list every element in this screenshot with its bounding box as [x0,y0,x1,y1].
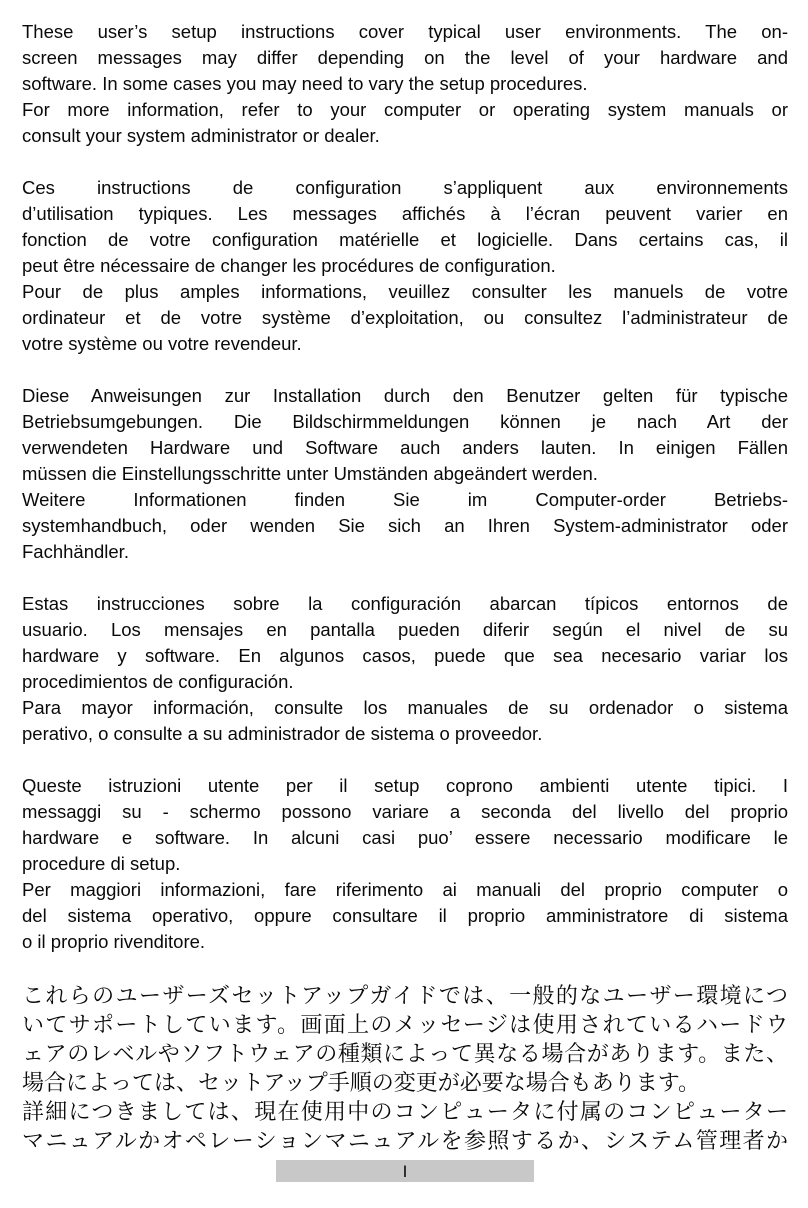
text-line: usuario. Los mensajes en pantalla pueden diferir según el nivel de su [22,619,788,640]
paragraph-spanish-1 [22,591,788,695]
text-line: peut être nécessaire de changer les procédures de configuration. [22,255,556,276]
text-line: Weitere Informationen finden Sie im Computer-order Betriebs- [22,489,788,510]
text-line: Pour de plus amples informations, veuillez consulter les manuels de votre [22,281,788,302]
section-italian [22,773,788,955]
page-footer [22,1160,788,1182]
text-line: procedure di setup. [22,853,181,874]
paragraph-spanish-2 [22,695,788,747]
paragraph-german-2 [22,487,788,565]
text-line: d’utilisation typiques. Les messages affichés à l’écran peuvent varier en [22,203,788,224]
paragraph-french-1 [22,175,788,279]
text-line: ordinateur et de votre système d’exploitation, ou consultez l’administrateur de [22,307,788,328]
text-line: o il proprio rivenditore. [22,931,206,952]
page-number: I [402,1162,408,1181]
text-line: verwendeten Hardware und Software auch anders lauten. In einigen Fällen [22,437,788,458]
text-line: hardware e software. In alcuni casi puo’ essere necessario modificare le [22,827,788,848]
text-line: These user’s setup instructions cover typical user environments. The on- [22,21,788,42]
text-line: consult your system administrator or dealer. [22,125,380,146]
text-line: messaggi su - schermo possono variare a seconda del livello del proprio [22,801,788,822]
text-line: del sistema operativo, oppure consultare il proprio amministratore di sistema [22,905,788,926]
text-line: Fachhändler. [22,541,129,562]
text-line: perativo, o consulte a su administrador de sistema o proveedor. [22,723,543,744]
text-line: Estas instrucciones sobre la configuración abarcan típicos entornos de [22,593,788,614]
text-line: systemhandbuch, oder wenden Sie sich an Ihren System-administrator oder [22,515,788,536]
paragraph-french-2 [22,279,788,357]
text-line: Ces instructions de configuration s’appliquent aux environnements [22,177,788,198]
text-line: müssen die Einstellungsschritte unter Umständen abgeändert werden. [22,463,598,484]
section-spanish [22,591,788,747]
text-line: 場合によっては、セットアップ手順の変更が必要な場合もあります。 [22,1070,701,1095]
text-line: 詳細につきましては、現在使用中のコンピュータに付属のコンピューター [22,1099,788,1124]
text-line: procedimientos de configuración. [22,671,294,692]
paragraph-italian-2 [22,877,788,955]
section-english [22,19,788,149]
paragraph-japanese-2 [22,1097,788,1155]
text-line: いてサポートしています。画面上のメッセージは使用されているハードウ [22,1012,788,1037]
section-french [22,175,788,357]
paragraph-german-1 [22,383,788,487]
text-line: software. In some cases you may need to vary the setup procedures. [22,73,588,94]
paragraph-english-2 [22,97,788,149]
paragraph-italian-1 [22,773,788,877]
text-line: fonction de votre configuration matérielle et logicielle. Dans certains cas, il [22,229,788,250]
text-line: これらのユーザーズセットアップガイドでは、一般的なユーザー環境につ [22,983,788,1008]
paragraph-japanese-1 [22,981,788,1097]
text-line: screen messages may differ depending on the level of your hardware and [22,47,788,68]
text-line: Queste istruzioni utente per il setup coprono ambienti utente tipici. I [22,775,788,796]
text-line: Para mayor información, consulte los manuales de su ordenador o sistema [22,697,788,718]
text-line: Betriebsumgebungen. Die Bildschirmmeldungen können je nach Art der [22,411,788,432]
text-line: For more information, refer to your computer or operating system manuals or [22,99,788,120]
section-japanese [22,981,788,1155]
text-line: hardware y software. En algunos casos, puede que sea necesario variar los [22,645,788,666]
section-german [22,383,788,565]
page-number-bar [276,1160,534,1182]
text-line: マニュアルかオペレーションマニュアルを参照するか、システム管理者か [22,1128,788,1153]
paragraph-english-1 [22,19,788,97]
text-line: ェアのレベルやソフトウェアの種類によって異なる場合があります。また、 [22,1041,788,1066]
text-line: Per maggiori informazioni, fare riferimento ai manuali del proprio computer o [22,879,788,900]
text-line: Diese Anweisungen zur Installation durch den Benutzer gelten für typische [22,385,788,406]
text-line: votre système ou votre revendeur. [22,333,302,354]
